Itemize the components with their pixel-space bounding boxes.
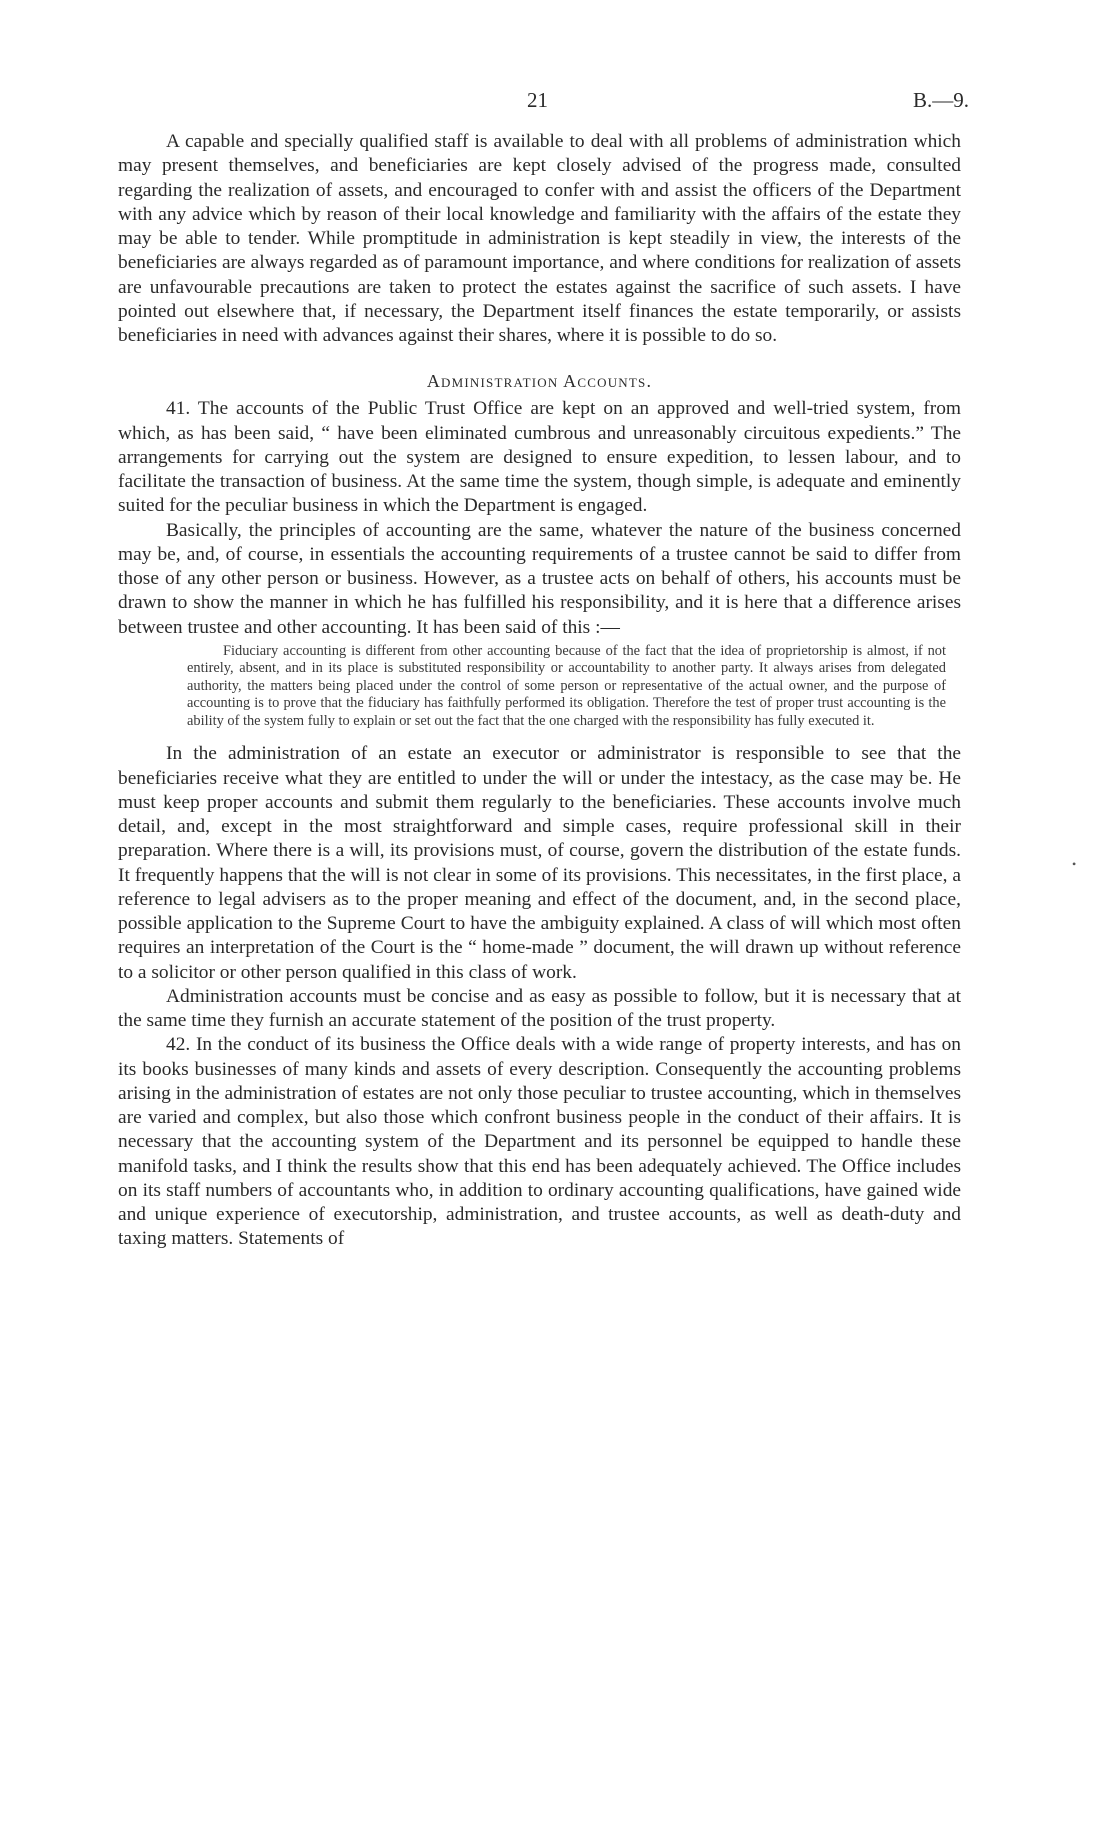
paragraph-number: 41. [166,398,191,420]
margin-mark: • [1072,857,1077,871]
paragraph-text: The accounts of the Public Trust Office are kept on an approved and well-tried system, from which, as has been said, “ have been eliminated cumbrous and unreasonably circuitous expedients.” The arrangements for carrying out the system are designed to ensure expedition, to lessen labour, and to facilitate the transaction of business. At the same time the system, though simple, is adequate and eminently suited for the peculiar business in which the Department is engaged. [118,398,961,517]
section-heading: Administration Accounts. [426,371,653,392]
intro-paragraph: A capable and specially qualified staff is available to deal with all problems of administration which may present themselves, and beneficiaries are kept closely advised of the progress made, consulted regarding the realization of assets, and encouraged to confer with and assist the officers of the Department with any advice which by reason of their local knowledge and familiarity with the affairs of the estate they may be able to tender. While promptitude in administration is kept steadily in view, the interests of the beneficiaries are always regarded as of paramount importance, and where conditions for realization of assets are unfavourable precautions are taken to protect the estates against the sacrifice of such assets. I have pointed out elsewhere that, if necessary, the Department itself finances the estate temporarily, or assists beneficiaries in need with advances against their shares, where it is possible to do so. [118,131,961,346]
paragraph-41 [118,397,961,518]
basically-paragraph: Basically, the principles of accounting are the same, whatever the nature of the business concerned may be, and, of course, in essentials the accounting requirements of a trustee cannot be said to differ from those of any other person or business. However, as a trustee acts on behalf of others, his accounts must be drawn to show the manner in which he has fulfilled his responsibility, and it is here that a difference arises between trustee and other accounting. It has been said of this :— [118,519,961,638]
paragraph-text: In the conduct of its business the Office deals with a wide range of property interests, and has on its books businesses of many kinds and assets of every description. Consequently the accounting problems arising in the administration of estates are not only those peculiar to trustee accounting, which in themselves are varied and complex, but also those which confront business people in the conduct of their affairs. It is necessary that the accounting system of the Department and its personnel be equipped to handle these manifold tasks, and I think the results show that this end has been adequately achieved. The Office includes on its staff numbers of accountants who, in addition to ordinary accounting qualifications, have gained wide and unique experience of executorship, administration, and trustee accounts, as well as death-duty and taxing matters. Statements of [118,1034,961,1250]
paragraph-number: 42. [166,1034,191,1056]
document-reference: B.—9. [912,88,969,112]
administration-paragraph: In the administration of an estate an executor or administrator is responsible to see that the beneficiaries receive what they are entitled to under the will or under the intestacy, as the case may be. He must keep proper accounts and submit them regularly to the beneficiaries. These accounts involve much detail, and, except in the most straightforward and simple cases, require professional skill in their preparation. Where there is a will, its provisions must, of course, govern the distribution of the estate funds. It frequently happens that the will is not clear in some of its provisions. This necessitates, in the first place, a reference to legal advisers as to the proper meaning and effect of the document, and, in the second place, possible application to the Supreme Court to have the ambiguity explained. A class of will which most often requires an interpretation of the Court is the “ home-made ” document, the will drawn up without reference to a solicitor or other person qualified in this class of work. [118,743,961,983]
text-column [118,130,961,1252]
block-quotation: Fiduciary accounting is different from other accounting because of the fact that the idea of proprietorship is almost, if not entirely, absent, and in its place is substituted responsibility or accountability to another party. It always arises from delegated authority, the matters being placed under the control of some person or representative of the actual owner, and the purpose of accounting is to prove that the fiduciary has faithfully performed its obligation. Therefore the test of proper trust accounting is the ability of the system fully to explain or set out the fact that the one charged with the responsibility has fully executed it. [187,642,946,729]
concise-paragraph: Administration accounts must be concise and as easy as possible to follow, but it is necessary that at the same time they furnish an accurate statement of the position of the trust property. [118,985,961,1031]
page-number: 21 [527,88,548,112]
page-header [0,88,1114,118]
paragraph-42 [118,1033,961,1251]
